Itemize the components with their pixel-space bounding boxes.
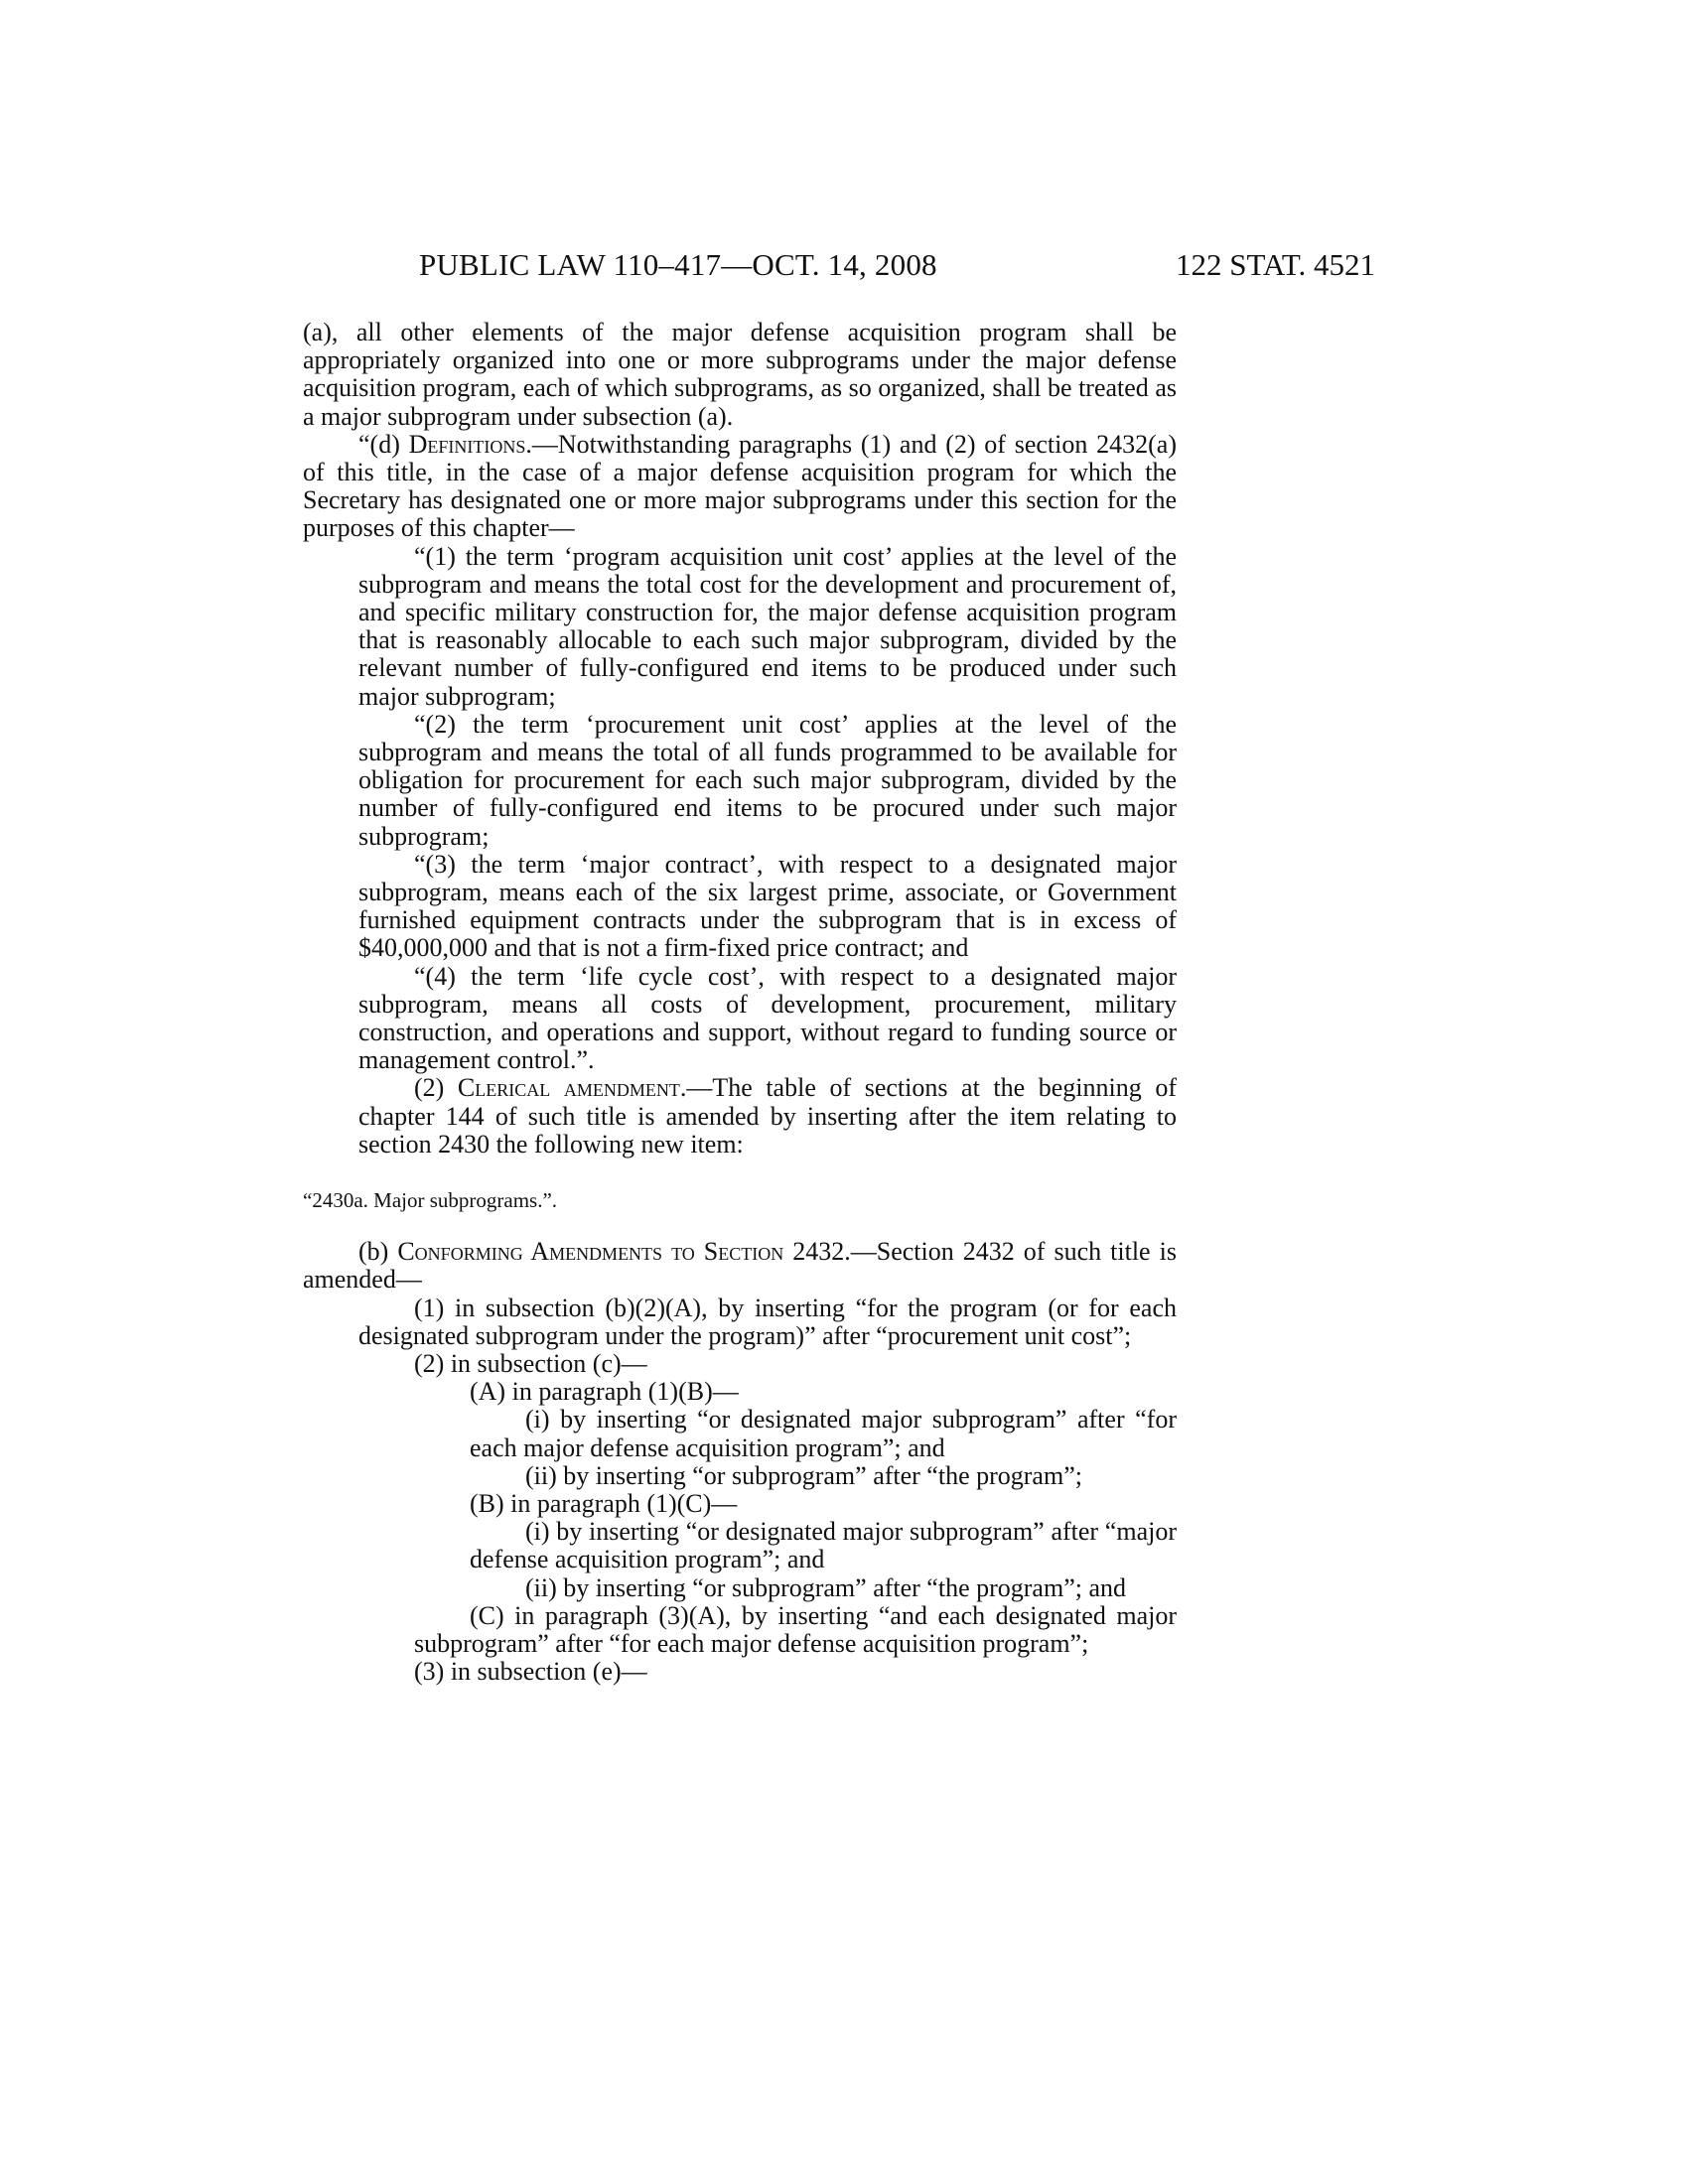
amendment-1: (1) in subsection (b)(2)(A), by inserting “for the program (or for each designated subprogram under the program)” after “procurement unit cost”;	[358, 1293, 1177, 1350]
definition-2: “(2) the term ‘procurement unit cost’ applies at the level of the subprogram and means the total of all funds programmed to be available for obligation for procurement for each such major subprogram, divided by the number of fully-configured end items to be procured under such major subprogram;	[358, 709, 1177, 851]
amendment-3: (3) in subsection (e)—	[414, 1657, 647, 1687]
running-head-title: PUBLIC LAW 110–417—OCT. 14, 2008	[419, 247, 937, 282]
amendment-2-C: (C) in paragraph (3)(A), by inserting “and each designated major subprogram” after “for each major defense acquisition program”;	[414, 1600, 1177, 1658]
clerical-amendment-heading: Clerical amendment	[457, 1073, 680, 1103]
subsection-b-heading: Conforming Amendments to Section	[397, 1237, 784, 1267]
subsection-b-text: 2432.—Section 2432 of such title is amended—	[303, 1237, 1177, 1295]
amendment-2-B-ii: (ii) by inserting “or subprogram” after “the program”; and	[525, 1572, 1126, 1602]
page-header	[298, 245, 1375, 285]
amendment-2-A-i: (i) by inserting “or designated major subprogram” after “for each major defense acquisition program”; and	[470, 1405, 1177, 1462]
definition-3: “(3) the term ‘major contract’, with respect to a designated major subprogram, means each of the six largest prime, associate, or Government furnished equipment contracts under the subprogram that is in excess of $40,000,000 and that is not a firm-fixed price contract; and	[358, 849, 1177, 963]
subsection-d-lead: “(d)	[358, 429, 409, 459]
subsection-b-lead: (b)	[358, 1237, 398, 1267]
table-of-sections-item: “2430a. Major subprograms.”.	[303, 1188, 558, 1213]
amendment-2-B-i: (i) by inserting “or designated major subprogram” after “major defense acquisition program”; and	[470, 1517, 1177, 1574]
subsection-d-text: .—Notwithstanding paragraphs (1) and (2) of section 2432(a) of this title, in the case of a major defense acquisition program for which the Secretary has designated one or more major subprograms under this section for the purposes of this chapter—	[303, 429, 1177, 543]
amendment-2-A-ii: (ii) by inserting “or subprogram” after “the program”;	[525, 1460, 1082, 1490]
subsection-d-heading: Definitions	[408, 429, 526, 459]
amendment-2-B: (B) in paragraph (1)(C)—	[470, 1488, 738, 1518]
document-body	[303, 319, 1177, 1686]
amendment-2-A: (A) in paragraph (1)(B)—	[470, 1377, 739, 1407]
clerical-amendment-lead: (2)	[414, 1073, 458, 1103]
subsection-b-conforming-amendments	[303, 1238, 1177, 1294]
clerical-amendment	[303, 1074, 1177, 1159]
amendment-2: (2) in subsection (c)—	[414, 1348, 647, 1378]
definition-1: “(1) the term ‘program acquisition unit cost’ applies at the level of the subprogram and means the total cost for the development and procurement of, and specific military construction for, the major defense acquisition program that is reasonably allocable to each such major subprogram, divided by the relevant number of fully-configured end items to be produced under such major subprogram;	[358, 541, 1177, 711]
clerical-amendment-text: .—The table of sections at the beginning of chapter 144 of such title is amended by inserting after the item relating to section 2430 the following new item:	[358, 1073, 1177, 1159]
statute-page-number: 122 STAT. 4521	[1175, 247, 1375, 282]
definition-4: “(4) the term ‘life cycle cost’, with respect to a designated major subprogram, means all costs of development, procurement, military construction, and operations and support, without regard to funding source or management control.”.	[358, 961, 1177, 1075]
paragraph-continuation: (a), all other elements of the major defense acquisition program shall be appropriately organized into one or more subprograms under the major defense acquisition program, each of which subprograms, as so organized, shall be treated as a major subprogram under subsection (a).	[303, 318, 1177, 431]
subsection-d-definitions	[303, 431, 1177, 543]
